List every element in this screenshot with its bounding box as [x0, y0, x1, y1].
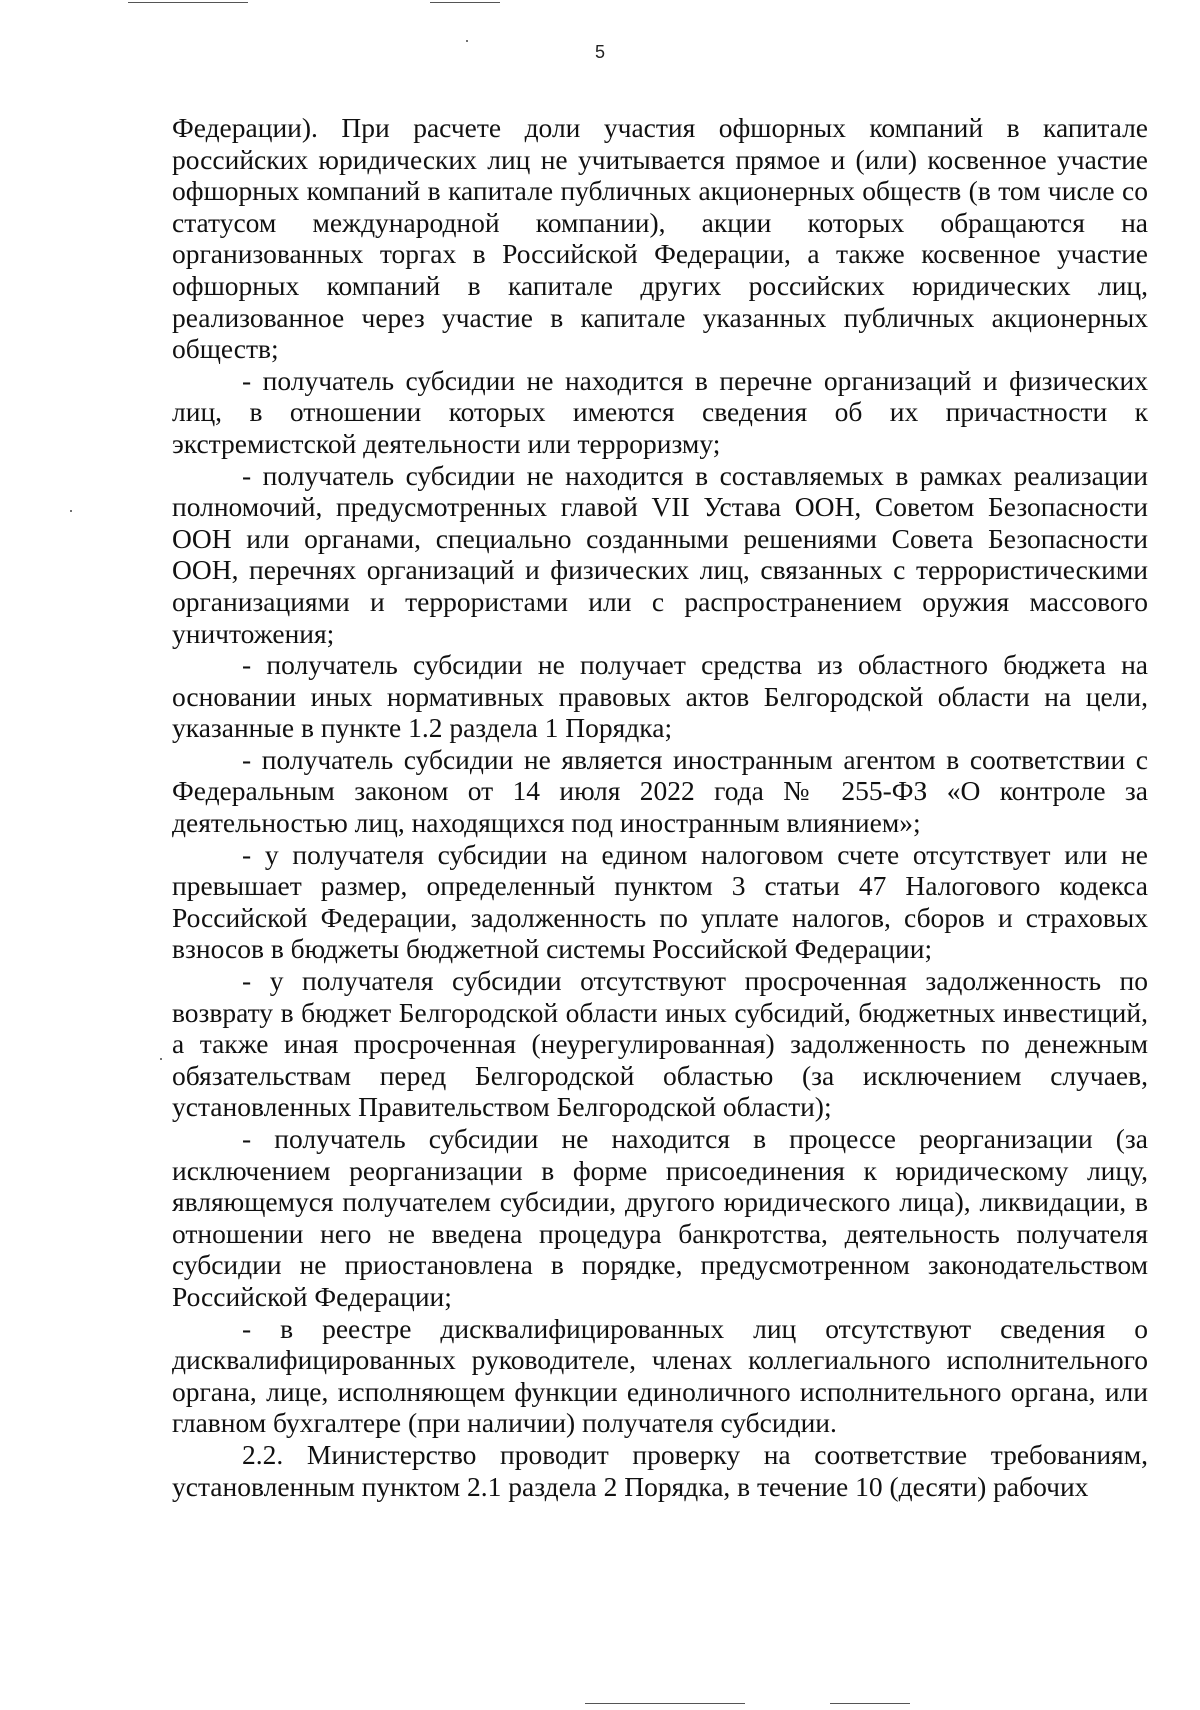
- paragraph: - у получателя субсидии на едином налоговом счете отсутствует или не превышает размер, определенный пунктом 3 статьи 47 Налогового кодекса Российской Федерации, задолженность по уплате налогов, сборов и страховых взносов в бюджеты бюджетной системы Российской Федерации;: [172, 838, 1148, 965]
- scan-speck: [70, 510, 72, 512]
- scan-artifact: [430, 2, 500, 3]
- document-body: [172, 112, 1148, 1502]
- scan-artifact: [830, 1703, 910, 1704]
- paragraph: - у получателя субсидии отсутствуют просроченная задолженность по возврату в бюджет Белгородской области иных субсидий, бюджетных инвестиций, а также иная просроченная (неурегулированная) задолженность по денежным обязательствам перед Белгородской областью (за исключением случаев, установленных Правительством Белгородской области);: [172, 965, 1148, 1123]
- paragraph: Федерации). При расчете доли участия офшорных компаний в капитале российских юридических лиц не учитывается прямое и (или) косвенное участие офшорных компаний в капитале публичных акционерных обществ (в том числе со статусом международной компании), акции которых обращаются на организованных торгах в Российской Федерации, а также косвенное участие офшорных компаний в капитале других российских юридических лиц, реализованное через участие в капитале указанных публичных акционерных обществ;: [172, 112, 1148, 365]
- scan-speck: [160, 1058, 162, 1060]
- paragraph: - получатель субсидии не является иностранным агентом в соответствии с Федеральным законом от 14 июля 2022 года № 255-ФЗ «О контроле за деятельностью лиц, находящихся под иностранным влиянием»;: [172, 743, 1148, 839]
- scan-artifact: [585, 1703, 745, 1704]
- paragraph: - получатель субсидии не получает средства из областного бюджета на основании иных нормативных правовых актов Белгородской области на цели, указанные в пункте 1.2 раздела 1 Порядка;: [172, 649, 1148, 744]
- paragraph: - получатель субсидии не находится в перечне организаций и физических лиц, в отношении которых имеются сведения об их причастности к экстремистской деятельности или терроризму;: [172, 364, 1148, 459]
- paragraph: 2.2. Министерство проводит проверку на соответствие требованиям, установленным пунктом 2.1 раздела 2 Порядка, в течение 10 (десяти) рабочих: [172, 1438, 1148, 1502]
- paragraph: - в реестре дисквалифицированных лиц отсутствуют сведения о дисквалифицированных руководителе, членах коллегиального исполнительного органа, лице, исполняющем функции единоличного исполнительного органа, или главном бухгалтере (при наличии) получателя субсидии.: [172, 1312, 1148, 1439]
- page-number: 5: [594, 42, 605, 62]
- scan-artifact: [128, 2, 248, 3]
- paragraph: - получатель субсидии не находится в процессе реорганизации (за исключением реорганизации в форме присоединения к юридическому лицу, являющемуся получателем субсидии, другого юридического лица), ликвидации, в отношении него не введена процедура банкротства, деятельность получателя субсидии не приостановлена в порядке, предусмотренном законодательством Российской Федерации;: [172, 1123, 1148, 1312]
- paragraph: - получатель субсидии не находится в составляемых в рамках реализации полномочий, предусмотренных главой VII Устава ООН, Советом Безопасности ООН или органами, специально созданными решениями Совета Безопасности ООН, перечнях организаций и физических лиц, связанных с террористическими организациями и террористами или с распространением оружия массового уничтожения;: [172, 459, 1148, 649]
